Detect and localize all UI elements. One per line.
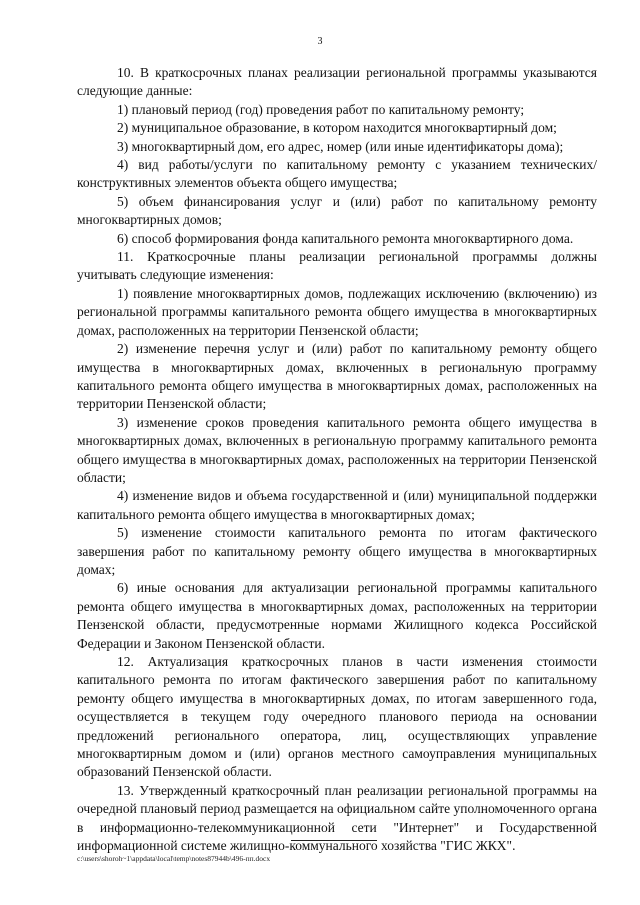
footer-file-path: c:\users\shoroh~1\appdata\local\temp\notes87944b\496-пп.docx — [77, 854, 271, 863]
page-number: 3 — [317, 36, 323, 47]
paragraph-10-item-1: 1) плановый период (год) проведения работ по капитальному ремонту; — [117, 101, 525, 117]
paragraph-10: 10. В краткосрочных планах реализации региональной программы указываются следующие данные: — [77, 65, 597, 99]
paragraph-11-item-5: 5) изменение стоимости капитального ремонта по итогам фактического завершения работ по капитальному ремонту общего имущества в многоквартирных домах; — [77, 525, 597, 577]
paragraph-11-item-3: 3) изменение сроков проведения капитального ремонта общего имущества в многоквартирных домах, включенных в региональную программу капитального ремонта общего имущества в многоквартирных домах, расположенных на территории Пензенской области; — [77, 414, 597, 485]
paragraph-10-item-6: 6) способ формирования фонда капитального ремонта многоквартирного дома. — [117, 230, 574, 246]
paragraph-11-item-6: 6) иные основания для актуализации региональной программы капитального ремонта общего имущества в многоквартирных домах, расположенных на территории Пензенской области, предусмотренные нормами Жилищного кодекса Российской Федерации и Законом Пензенской области. — [77, 580, 597, 651]
document-body — [77, 64, 597, 855]
paragraph-11-item-1: 1) появление многоквартирных домов, подлежащих исключению (включению) из региональной программы капитального ремонта общего имущества в многоквартирных домах, расположенных на территории Пензенской области; — [77, 285, 597, 338]
paragraph-10-item-4: 4) вид работы/услуги по капитальному ремонту с указанием технических/ конструктивных элементов объекта общего имущества; — [77, 157, 597, 191]
paragraph-11-item-4: 4) изменение видов и объема государственной и (или) муниципальной поддержки капитального ремонта общего имущества в многоквартирных домах; — [77, 488, 597, 522]
paragraph-13: 13. Утвержденный краткосрочный план реализации региональной программы на очередной плановый период размещается на официальном сайте уполномоченного органа в информационно-телекоммуникационной сети "Интернет" и Государственной информационной системе жилищно-коммунального хозяйства "ГИС ЖКХ". — [77, 782, 597, 854]
paragraph-11-item-2: 2) изменение перечня услуг и (или) работ по капитальному ремонту общего имущества в многоквартирных домах, включенных в региональную программу капитального ремонта общего имущества в многоквартирных домах, расположенных на территории Пензенской области; — [77, 341, 597, 412]
paragraph-11: 11. Краткосрочные планы реализации региональной программы должны учитывать следующие изменения: — [77, 249, 597, 283]
paragraph-10-item-2: 2) муниципальное образование, в котором находится многоквартирный дом; — [117, 120, 557, 136]
paragraph-10-item-3: 3) многоквартирный дом, его адрес, номер (или иные идентификаторы дома); — [117, 138, 564, 154]
paragraph-10-item-5: 5) объем финансирования услуг и (или) работ по капитальному ремонту многоквартирных домов; — [77, 193, 597, 228]
end-of-text-rule — [291, 840, 377, 841]
paragraph-12: 12. Актуализация краткосрочных планов в части изменения стоимости капитального ремонта по итогам фактического завершения работ по капитальному ремонту общего имущества в многоквартирных домах, по итогам завершенного года, осуществляется в текущем году очередного планового периода на основании предложений регионального оператора, лиц, осуществляющих управление многоквартирным домом и (или) органов местного самоуправления муниципальных образований Пензенской области. — [77, 654, 597, 780]
